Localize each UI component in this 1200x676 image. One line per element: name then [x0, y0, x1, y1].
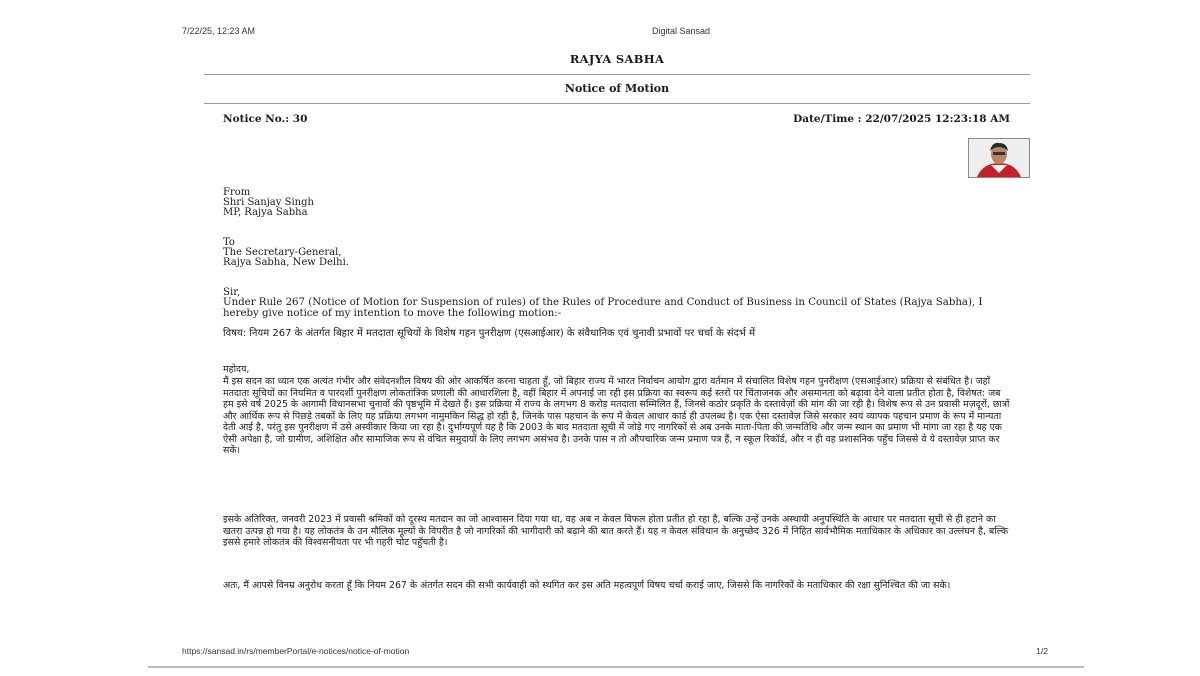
divider [204, 103, 1030, 104]
address-salutation: महोदय, [223, 364, 250, 375]
page-number: 1/2 [1036, 646, 1048, 656]
paragraph-1: मैं इस सदन का ध्यान एक अत्यंत गंभीर और संवेदनशील विषय की ओर आकर्षित करना चाहता हूँ, जो बिहार राज्य में भारत निर्वाचन आयोग द्वारा वर्तमान में संचालित विशेष गहन पुनरीक्षण (एसआईआर) प्रक्रिया से संबंधित है। जहाँ मतदाता सूचियों का नियमित व पारदर्शी पुनरीक्षण लोकतांत्रिक प्रणाली की आधारशिला है, वहीं बिहार में अपनाई जा रही इस प्रक्रिया का स्वरूप कई स्तरों पर चिंताजनक और असमानता को बढ़ावा देने वाला प्रतीत होता है, विशेषत: जब हम इसे वर्ष 2025 के आगामी विधानसभा चुनावों की पृष्ठभूमि में देखते हैं। इस प्रक्रिया में राज्य के लगभग 8 करोड़ मतदाता सम्मिलित हैं, जिनसे कठोर प्रकृति के दस्तावेज़ों की मांग की जा रही है। विशेष रूप से उन प्रवासी मज़दूरों, छात्रों और आर्थिक रूप से पिछड़े तबकों के लिए यह प्रक्रिया लगभग नामुमकिन सिद्ध हो रही है, जिनके पास पहचान के रूप में केवल आधार कार्ड ही उपलब्ध है। एक ऐसा दस्तावेज़ जिसे सरकार स्वयं व्यापक पहचान प्रमाण के रूप में मान्यता देती आई है, परंतु इस पुनरीक्षण में उसे अस्वीकार किया जा रहा है। दुर्भाग्यपूर्ण यह है कि 2003 के बाद मतदाता सूची में जोड़े गए नागरिकों से अब उनके माता-पिता की जन्मतिथि और जन्म स्थान का प्रमाण भी मांगा जा रहा है यह एक ऐसी अपेक्षा है, जो ग्रामीण, अशिक्षित और सामाजिक रूप से वंचित समुदायों के लिए लगभग असंभव है। उनके पास न तो औपचारिक जन्म प्रमाण पत्र हैं, न स्कूल रिकॉर्ड, और न ही वह प्रशासनिक पहुँच जिससे वे ये दस्तावेज़ प्राप्त कर सकें। [223, 376, 1010, 456]
to-block [223, 238, 349, 268]
to-label: To [223, 237, 235, 248]
print-timestamp: 7/22/25, 12:23 AM [182, 26, 256, 36]
intro-paragraph: Under Rule 267 (Notice of Motion for Suspension of rules) of the Rules of Procedure and Conduct of Business in Council of States (Rajya Sabha), I hereby give notice of my intention to move the following motion:- [223, 297, 983, 319]
to-line-1: The Secretary-General, [223, 247, 342, 258]
notice-number: Notice No.: 30 [223, 113, 308, 125]
divider [204, 74, 1030, 75]
to-line-2: Rajya Sabha, New Delhi. [223, 257, 349, 268]
notice-datetime: Date/Time : 22/07/2025 12:23:18 AM [793, 113, 1010, 125]
print-url: https://sansad.in/rs/memberPortal/e-notices/notice-of-motion [182, 646, 410, 656]
from-designation: MP, Rajya Sabha [223, 207, 308, 218]
member-photo-icon [969, 139, 1029, 177]
house-title: RAJYA SABHA [569, 52, 665, 66]
from-name: Shri Sanjay Singh [223, 197, 314, 208]
print-site-title: Digital Sansad [652, 26, 711, 36]
from-label: From [223, 187, 251, 198]
member-photo [968, 138, 1030, 178]
subject-line: विषय: नियम 267 के अंतर्गत बिहार में मतदाता सूचियों के विशेष गहन पुनरीक्षण (एसआईआर) के संवैधानिक एवं चुनावी प्रभावों पर चर्चा के संदर्भ में [223, 328, 756, 339]
paragraph-2: इसके अतिरिक्त, जनवरी 2023 में प्रवासी श्रमिकों को दूरस्थ मतदान का जो आश्वासन दिया गया था, वह अब न केवल विफल होता प्रतीत हो रहा है, बल्कि उन्हें उनके अस्थायी अनुपस्थिति के आधार पर मतदाता सूची से ही हटाने का खतरा उत्पन्न हो गया है। यह लोकतंत्र के उन मौलिक मूल्यों के विपरीत है जो नागरिकों की भागीदारी को बढ़ाने की बात करते हैं। यह न केवल संविधान के अनुच्छेद 326 में निहित सार्वभौमिक मताधिकार के अधिकार का उल्लंघन है, बल्कि इससे हमारे लोकतंत्र की विश्वसनीयता पर भी गहरी चोट पहुँचती है। [223, 514, 1009, 548]
notice-type-title: Notice of Motion [564, 82, 670, 95]
salutation: Sir, [223, 287, 241, 298]
page-bottom-edge [148, 666, 1084, 668]
paragraph-3: अतः, मैं आपसे विनम्र अनुरोध करता हूँ कि नियम 267 के अंतर्गत सदन की सभी कार्यवाही को स्थगित कर इस अति महत्वपूर्ण विषय चर्चा कराई जाए, जिससे कि नागरिकों के मताधिकार की रक्षा सुनिश्चित की जा सके। [223, 580, 951, 591]
from-block [223, 188, 314, 218]
